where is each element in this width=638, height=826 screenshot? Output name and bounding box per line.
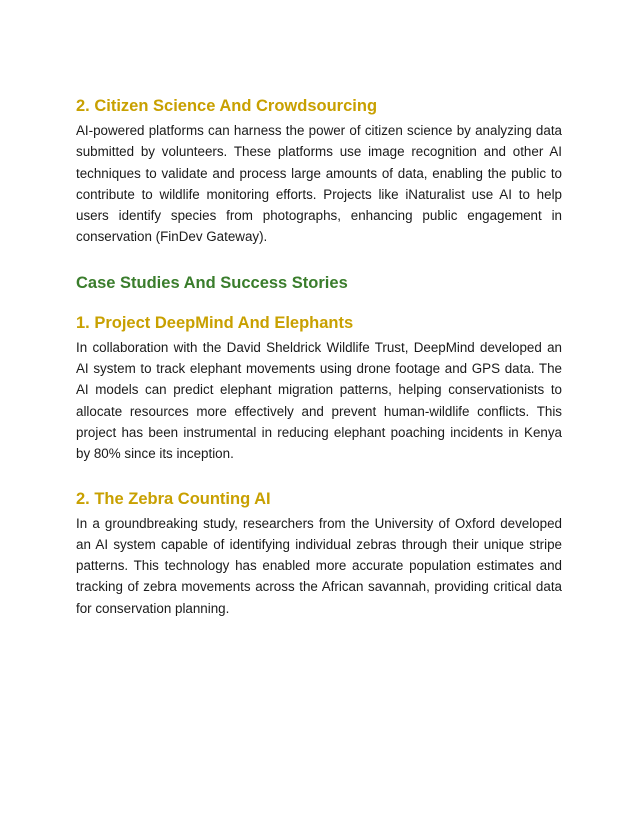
section-deepmind-elephants xyxy=(76,311,562,465)
section-heading-citizen-science: 2. Citizen Science And Crowdsourcing xyxy=(76,97,378,115)
section-case-studies xyxy=(76,271,562,295)
document-page xyxy=(76,94,562,619)
section-citizen-science xyxy=(76,94,562,248)
section-heading-case-studies: Case Studies And Success Stories xyxy=(76,273,348,292)
section-body-zebra: In a groundbreaking study, researchers from the University of Oxford developed an AI system capable of identifying individual zebras through their unique stripe patterns. This technology has enabled more accurate population estimates and tracking of zebra movements across the African savannah, providing critical data for conservation planning. xyxy=(76,515,562,616)
section-body-deepmind: In collaboration with the David Sheldrick Wildlife Trust, DeepMind developed an AI system to track elephant movements using drone footage and GPS data. The AI models can predict elephant migration patterns, helping conservationists to allocate resources more effectively and prevent human-wildlife conflicts. This project has been instrumental in reducing elephant poaching incidents in Kenya by 80% since its inception. xyxy=(76,339,562,462)
section-body-citizen-science: AI-powered platforms can harness the power of citizen science by analyzing data submitted by volunteers. These platforms use image recognition and other AI techniques to validate and process large amounts of data, enabling the public to contribute to wildlife monitoring efforts. Projects like iNaturalist use AI to help users identify species from photographs, enhancing public engagement in conservation (FinDev Gateway). xyxy=(76,123,562,245)
section-zebra-counting xyxy=(76,487,562,619)
section-heading-deepmind: 1. Project DeepMind And Elephants xyxy=(76,313,354,332)
section-heading-zebra: 2. The Zebra Counting AI xyxy=(76,489,271,508)
